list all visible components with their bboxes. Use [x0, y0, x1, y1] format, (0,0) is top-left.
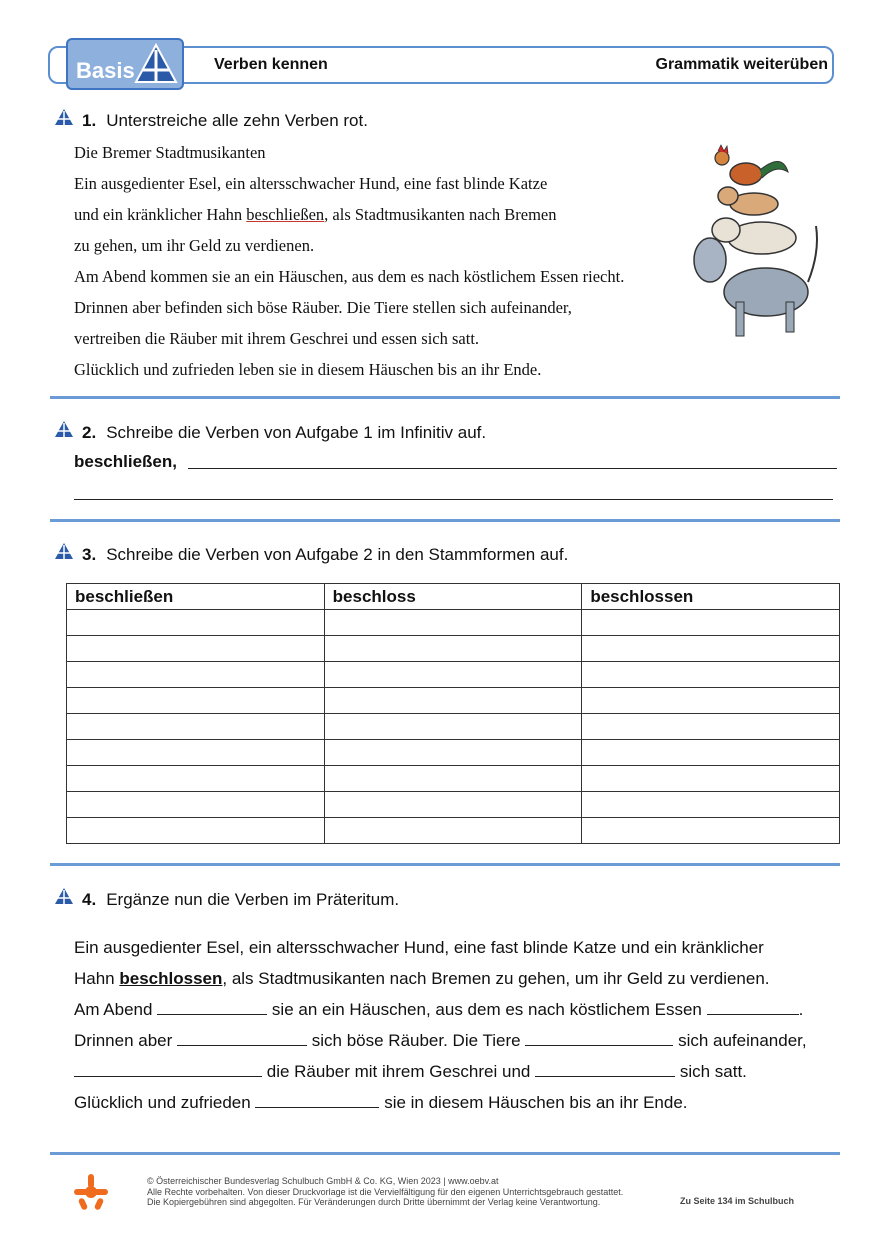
- table-cell[interactable]: [582, 714, 840, 740]
- table-cell[interactable]: [582, 818, 840, 844]
- worksheet-category: Grammatik weiterüben: [655, 56, 828, 73]
- cloze-text: sie in diesem Häuschen bis an ihr Ende.: [384, 1093, 688, 1112]
- example-answer: beschließen,: [74, 452, 177, 471]
- table-row: [67, 766, 840, 792]
- page-reference: Zu Seite 134 im Schulbuch: [680, 1196, 795, 1206]
- table-cell[interactable]: [582, 688, 840, 714]
- task-4-heading: [54, 887, 399, 910]
- copyright-notice: [147, 1176, 623, 1208]
- table-row: [67, 688, 840, 714]
- table-row: [67, 714, 840, 740]
- section-divider: [50, 863, 840, 866]
- table-cell[interactable]: [67, 714, 325, 740]
- table-cell[interactable]: [67, 662, 325, 688]
- table-cell[interactable]: [324, 740, 582, 766]
- logo-label: Basis: [76, 58, 135, 83]
- table-row: [67, 792, 840, 818]
- table-header-row: [67, 584, 840, 610]
- table-cell[interactable]: [67, 792, 325, 818]
- table-cell[interactable]: [582, 610, 840, 636]
- table-cell[interactable]: [582, 740, 840, 766]
- stammformen-table: [66, 583, 840, 844]
- story-line: zu gehen, um ihr Geld zu verdienen.: [74, 236, 315, 255]
- worksheet-title: Verben kennen: [214, 56, 328, 73]
- table-cell[interactable]: [324, 688, 582, 714]
- table-row: [67, 818, 840, 844]
- cloze-line: [74, 969, 770, 989]
- cloze-text: Glücklich und zufrieden: [74, 1093, 251, 1112]
- cloze-text: Am Abend: [74, 1000, 153, 1019]
- task-number: 2.: [82, 423, 97, 442]
- blank-field[interactable]: [177, 1033, 307, 1046]
- task-number: 3.: [82, 545, 97, 564]
- blank-field[interactable]: [157, 1002, 267, 1015]
- table-cell[interactable]: [67, 818, 325, 844]
- story-text: , als Stadtmusikanten nach Bremen: [324, 205, 557, 224]
- footer-line: Alle Rechte vorbehalten. Von dieser Druckvorlage ist die Vervielfältigung für den eigenen Unterrichtsgebrauch gestattet.: [147, 1186, 624, 1197]
- task-instruction: Schreibe die Verben von Aufgabe 2 in den Stammformen auf.: [106, 545, 569, 564]
- cloze-line: Ein ausgedienter Esel, ein altersschwacher Hund, eine fast blinde Katze und ein kränklicher: [74, 938, 764, 957]
- story-line: Glücklich und zufrieden leben sie in diesem Häuschen bis an ihr Ende.: [74, 360, 542, 379]
- table-cell[interactable]: [324, 662, 582, 688]
- header-infinitiv: beschließen: [67, 584, 325, 610]
- cloze-line: [74, 1031, 807, 1051]
- underlined-verb: beschließen: [246, 205, 325, 224]
- table-cell[interactable]: [582, 766, 840, 792]
- header-praeteritum: beschloss: [324, 584, 582, 610]
- header-partizip: beschlossen: [582, 584, 840, 610]
- task-1-heading: [54, 108, 368, 131]
- table-row: [67, 740, 840, 766]
- cloze-text: Drinnen aber: [74, 1031, 173, 1050]
- cloze-text: sich aufeinander,: [678, 1031, 807, 1050]
- footer-line: © Österreichischer Bundesverlag Schulbuch GmbH & Co. KG, Wien 2023 | www.oebv.at: [147, 1176, 499, 1186]
- triangle-logo-icon: [134, 42, 178, 86]
- table-cell[interactable]: [324, 766, 582, 792]
- table-cell[interactable]: [324, 610, 582, 636]
- table-cell[interactable]: [324, 636, 582, 662]
- pyramid-icon: [54, 542, 74, 560]
- answer-line[interactable]: [188, 468, 837, 469]
- task-instruction: Schreibe die Verben von Aufgabe 1 im Infinitiv auf.: [106, 423, 487, 442]
- task-2-heading: [54, 420, 486, 443]
- blank-field[interactable]: [707, 1002, 799, 1015]
- story-line: Ein ausgedienter Esel, ein altersschwacher Hund, eine fast blinde Katze: [74, 174, 548, 193]
- table-row: [67, 662, 840, 688]
- pyramid-icon: [54, 108, 74, 126]
- section-divider: [50, 1152, 840, 1155]
- pyramid-icon: [54, 887, 74, 905]
- story-line: Am Abend kommen sie an ein Häuschen, aus dem es nach köstlichem Essen riecht.: [74, 267, 625, 286]
- publisher-logo-icon: [72, 1172, 110, 1212]
- section-divider: [50, 396, 840, 399]
- blank-field[interactable]: [74, 1064, 262, 1077]
- table-cell[interactable]: [67, 740, 325, 766]
- table-row: [67, 610, 840, 636]
- task-number: 1.: [82, 111, 97, 130]
- table-cell[interactable]: [67, 636, 325, 662]
- table-cell[interactable]: [582, 662, 840, 688]
- story-line: [74, 205, 557, 225]
- pyramid-icon: [54, 420, 74, 438]
- blank-field[interactable]: [535, 1064, 675, 1077]
- cloze-text: die Räuber mit ihrem Geschrei und: [266, 1062, 531, 1081]
- cloze-line: [74, 1000, 803, 1020]
- cloze-text: Hahn: [74, 969, 120, 988]
- table-cell[interactable]: [324, 818, 582, 844]
- task-3-heading: [54, 542, 568, 565]
- section-divider: [50, 519, 840, 522]
- table-cell[interactable]: [324, 714, 582, 740]
- blank-field[interactable]: [255, 1095, 379, 1108]
- story-text: und ein kränklicher Hahn: [74, 205, 247, 224]
- story-line: Drinnen aber befinden sich böse Räuber. Die Tiere stellen sich aufeinander,: [74, 298, 572, 317]
- task-number: 4.: [82, 890, 97, 909]
- table-cell[interactable]: [582, 792, 840, 818]
- task-instruction: Unterstreiche alle zehn Verben rot.: [106, 111, 368, 130]
- blank-field[interactable]: [525, 1033, 673, 1046]
- cloze-line: [74, 1062, 747, 1082]
- example-verb: beschlossen: [119, 969, 223, 988]
- footer-line: Die Kopiergebühren sind abgegolten. Für Veränderungen durch Dritte übernimmt der Verlag keine Verantwortung.: [147, 1197, 601, 1207]
- cloze-text: sich satt.: [679, 1062, 747, 1081]
- table-cell[interactable]: [582, 636, 840, 662]
- story-title: Die Bremer Stadtmusikanten: [74, 143, 266, 162]
- story-line: vertreiben die Räuber mit ihrem Geschrei und essen sich satt.: [74, 329, 480, 348]
- table-row: [67, 636, 840, 662]
- table-cell[interactable]: [324, 792, 582, 818]
- table-cell[interactable]: [67, 766, 325, 792]
- cloze-text: sich böse Räuber. Die Tiere: [311, 1031, 521, 1050]
- cloze-line: [74, 1093, 688, 1113]
- table-cell[interactable]: [67, 688, 325, 714]
- table-cell[interactable]: [67, 610, 325, 636]
- answer-line[interactable]: [74, 499, 833, 500]
- cloze-text: .: [798, 1000, 804, 1019]
- cloze-text: sie an ein Häuschen, aus dem es nach köstlichem Essen: [271, 1000, 702, 1019]
- cloze-text: , als Stadtmusikanten nach Bremen zu gehen, um ihr Geld zu verdienen.: [222, 969, 770, 988]
- bremen-musicians-illustration: [688, 142, 828, 342]
- task-instruction: Ergänze nun die Verben im Präteritum.: [106, 890, 400, 909]
